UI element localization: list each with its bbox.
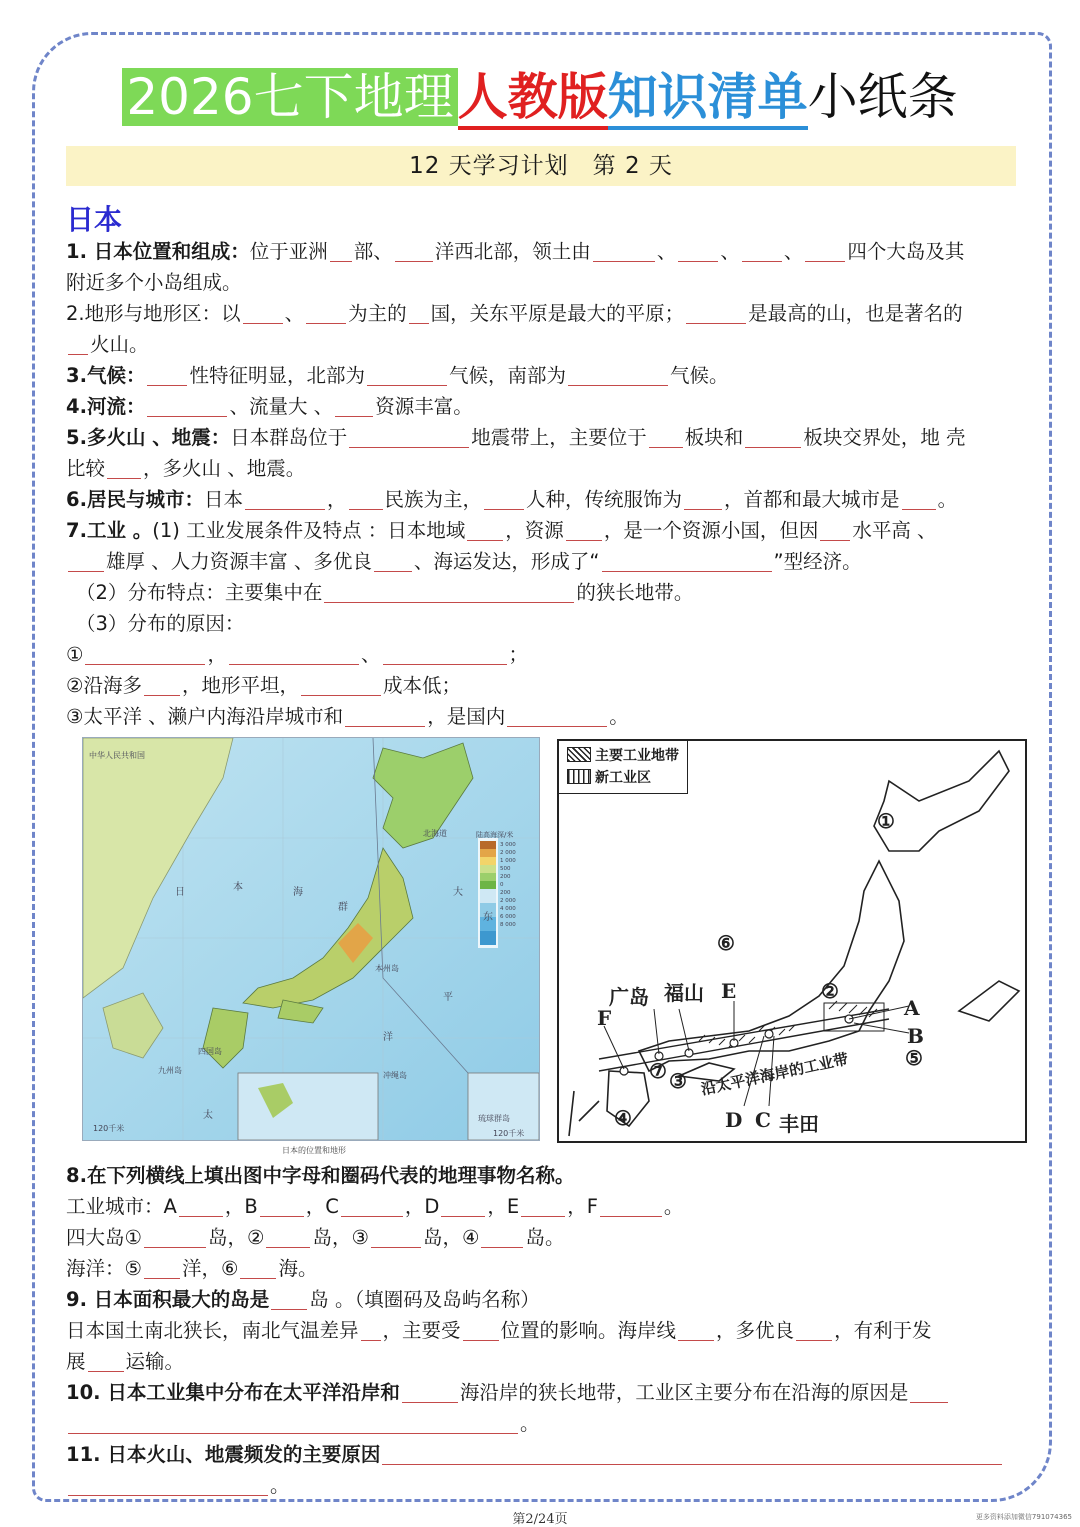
blank[interactable] [796, 1318, 832, 1341]
map-label: 平 [443, 992, 453, 1003]
blank[interactable] [745, 425, 801, 448]
blank[interactable] [383, 642, 507, 665]
question-9: 9. 日本面积最大的岛是 岛 。（填圈码及岛屿名称） [66, 1288, 540, 1311]
blank[interactable] [330, 239, 352, 262]
marker-7: ⑦ [649, 1059, 667, 1083]
industry-map-legend [559, 741, 688, 794]
blank[interactable] [402, 1380, 458, 1403]
blank[interactable] [481, 1225, 523, 1248]
blank[interactable] [484, 487, 524, 510]
map-label: 日 [175, 887, 185, 898]
blank[interactable] [568, 363, 668, 386]
map-label: 太 [203, 1110, 213, 1121]
title-part-list: 知识清单 [608, 68, 808, 130]
question-7-3: （3）分布的原因： [76, 612, 245, 635]
legend-item: 主要工业地带 [567, 745, 679, 767]
blank[interactable] [367, 363, 447, 386]
blank[interactable] [678, 1318, 714, 1341]
blank[interactable] [260, 1194, 304, 1217]
blank[interactable] [409, 301, 429, 324]
question-8-cities: 工业城市：A ，B ，C ，D ，E ，F 。 [66, 1195, 684, 1218]
study-plan-banner: 12 天学习计划 第 2 天 [66, 146, 1016, 186]
industry-map-drawing [559, 741, 1027, 1143]
blank[interactable] [229, 642, 359, 665]
blank[interactable] [684, 487, 722, 510]
blank[interactable] [805, 239, 845, 262]
map-label: 冲绳岛 [383, 1071, 407, 1080]
blank[interactable] [441, 1194, 485, 1217]
marker-5: ⑤ [905, 1046, 923, 1070]
blank[interactable] [245, 487, 325, 510]
map-label: 海 [293, 887, 303, 898]
blank[interactable] [686, 301, 746, 324]
lines-swatch-icon [567, 769, 591, 784]
marker-1: ① [877, 809, 895, 833]
blank[interactable] [349, 425, 469, 448]
blank[interactable] [507, 704, 607, 727]
question-5: 5.多火山 、地震：日本群岛位于 地震带上，主要位于 板块和 板块交界处，地 壳 比较 ，多火山 、地震。 [66, 426, 966, 480]
map-label: 琉球群岛 [478, 1114, 510, 1123]
map-label: 四国岛 [198, 1047, 222, 1056]
question-10: 10. 日本工业集中分布在太平洋沿岸和 海沿岸的狭长地带，工业区主要分布在沿海的原因是 。 [66, 1377, 1021, 1439]
question-7-reason-2: ②沿海多 ，地形平坦， 成本低； [66, 674, 462, 697]
hatch-swatch-icon [567, 747, 591, 762]
blank[interactable] [179, 1194, 223, 1217]
blank[interactable] [521, 1194, 565, 1217]
map-label: 群 [338, 902, 348, 913]
question-4: 4.河流： 、流量大 、 资源丰富。 [66, 395, 473, 418]
map-label: 北海道 [423, 829, 447, 838]
blank[interactable] [382, 1442, 1002, 1465]
blank[interactable] [593, 239, 655, 262]
blank[interactable] [361, 1318, 381, 1341]
japan-topographic-map [82, 737, 540, 1141]
question-1: 1. 日本位置和组成：位于亚洲 部、 洋西北部，领土由 、 、 、 四个大岛及其 附近多个小岛组成。 [66, 240, 965, 294]
question-2: 2.地形与地形区：以 、 为主的 国，关东平原是最大的平原； 是最高的山，也是著名的 火山。 [66, 302, 963, 356]
legend-values: 3 000 2 000 1 000 500 200 0 200 2 000 4 000 6 000 8 000 [500, 842, 516, 928]
section-heading: 日本 [66, 203, 123, 236]
blank[interactable] [240, 1256, 276, 1279]
blank[interactable] [144, 1225, 206, 1248]
question-8-islands: 四大岛① 岛，② 岛，③ 岛，④ 岛。 [66, 1226, 565, 1249]
page-title [0, 62, 1080, 132]
legend-item: 新工业区 [567, 767, 679, 789]
city-a: A [904, 996, 920, 1020]
japan-industry-map [557, 739, 1027, 1143]
map-label: 九州岛 [158, 1066, 182, 1075]
blank[interactable] [306, 301, 346, 324]
city-e: E [721, 979, 737, 1003]
blank[interactable] [602, 549, 772, 572]
city-f: F [597, 1006, 612, 1030]
blank[interactable] [68, 332, 88, 355]
blank[interactable] [335, 394, 373, 417]
blank[interactable] [600, 1194, 662, 1217]
questions-part1 [66, 236, 1021, 732]
map-label: 本州岛 [375, 964, 399, 973]
map-label: 陆高海深/米 [476, 831, 514, 839]
questions-part2 [66, 1160, 1021, 1501]
blank[interactable] [85, 642, 205, 665]
blank[interactable] [68, 1473, 268, 1496]
map-label: 120千米 [93, 1124, 125, 1133]
city-fukuyama: 福山 [664, 981, 704, 1005]
question-8: 8.在下列横线上填出图中字母和圈码代表的地理事物名称。 [66, 1164, 575, 1187]
blank[interactable] [902, 487, 936, 510]
blank[interactable] [463, 1318, 499, 1341]
blank[interactable] [649, 425, 683, 448]
blank[interactable] [68, 1411, 518, 1434]
blank[interactable] [371, 1225, 421, 1248]
title-part-grade: 2026七下地理 [122, 68, 457, 126]
question-7-reason-3: ③太平洋 、濑户内海沿岸城市和 ，是国内 。 [66, 705, 629, 728]
marker-6: ⑥ [717, 931, 735, 955]
map-label: 东 [483, 912, 493, 923]
blank[interactable] [147, 363, 187, 386]
marker-4: ④ [614, 1106, 632, 1130]
blank[interactable] [271, 1287, 307, 1310]
blank[interactable] [88, 1349, 124, 1372]
city-hiroshima: 广岛 [609, 985, 649, 1009]
blank[interactable] [301, 673, 381, 696]
question-11: 11. 日本火山、地震频发的主要原因 。 [66, 1439, 1021, 1501]
marker-3: ③ [669, 1069, 687, 1093]
blank[interactable] [374, 549, 412, 572]
map-label: 大 [453, 887, 463, 898]
title-part-edition: 人教版 [458, 68, 608, 130]
page-number: 第2/24页 [512, 1512, 568, 1527]
blank[interactable] [678, 239, 718, 262]
blank[interactable] [341, 1194, 403, 1217]
question-7: 7.工业 。(1) 工业发展条件及特点 ：日本地域 ，资源 ，是一个资源小国，但因 水平高 、 雄厚 、人力资源丰富 、多优良 、海运发达，形成了“ ”型经济。 [66, 519, 937, 573]
maps-area [82, 737, 1030, 1157]
question-6: 6.居民与城市：日本 ， 民族为主， 人种，传统服饰为 ，首都和最大城市是 。 [66, 488, 958, 511]
blank[interactable] [345, 704, 425, 727]
question-7-2: （2）分布特点：主要集中在 的狭长地带。 [76, 581, 694, 604]
title-part-slip: 小纸条 [807, 68, 958, 126]
city-d: D [725, 1108, 743, 1132]
map-label: 洋 [383, 1032, 393, 1043]
blank[interactable] [349, 487, 383, 510]
blank[interactable] [742, 239, 782, 262]
topographic-map-drawing [83, 738, 539, 1140]
question-7-reason-1: ① ， 、 ； [66, 643, 529, 666]
map-label: 本 [233, 882, 243, 893]
question-9-line2: 日本国土南北狭长，南北气温差异 ，主要受 位置的影响。海岸线 ，多优良 ，有利于发 展 运输。 [66, 1319, 932, 1373]
map-label: 中华人民共和国 [89, 751, 145, 760]
blank[interactable] [566, 518, 602, 541]
blank[interactable] [467, 518, 503, 541]
blank[interactable] [324, 580, 574, 603]
blank[interactable] [395, 239, 433, 262]
footer-note: 更多资料添加微信791074365 [975, 1513, 1072, 1521]
blank[interactable] [68, 549, 104, 572]
blank[interactable] [144, 673, 180, 696]
question-8-oceans: 海洋：⑤ 洋，⑥ 海。 [66, 1257, 318, 1280]
question-3: 3.气候： 性特征明显，北部为 气候，南部为 气候。 [66, 364, 729, 387]
blank[interactable] [147, 394, 227, 417]
blank[interactable] [910, 1380, 948, 1403]
city-toyota: 丰田 [779, 1112, 819, 1136]
city-b: B [907, 1024, 924, 1048]
city-c: C [755, 1108, 771, 1132]
blank[interactable] [144, 1256, 180, 1279]
blank[interactable] [107, 456, 141, 479]
map-caption: 日本的位置和地形 [282, 1146, 346, 1155]
blank[interactable] [266, 1225, 310, 1248]
map-label: 120千米 [493, 1129, 525, 1138]
pacific-belt-label: 沿太平洋海岸的工业带 [699, 1049, 850, 1099]
marker-2: ② [821, 979, 839, 1003]
blank[interactable] [243, 301, 283, 324]
blank[interactable] [820, 518, 850, 541]
